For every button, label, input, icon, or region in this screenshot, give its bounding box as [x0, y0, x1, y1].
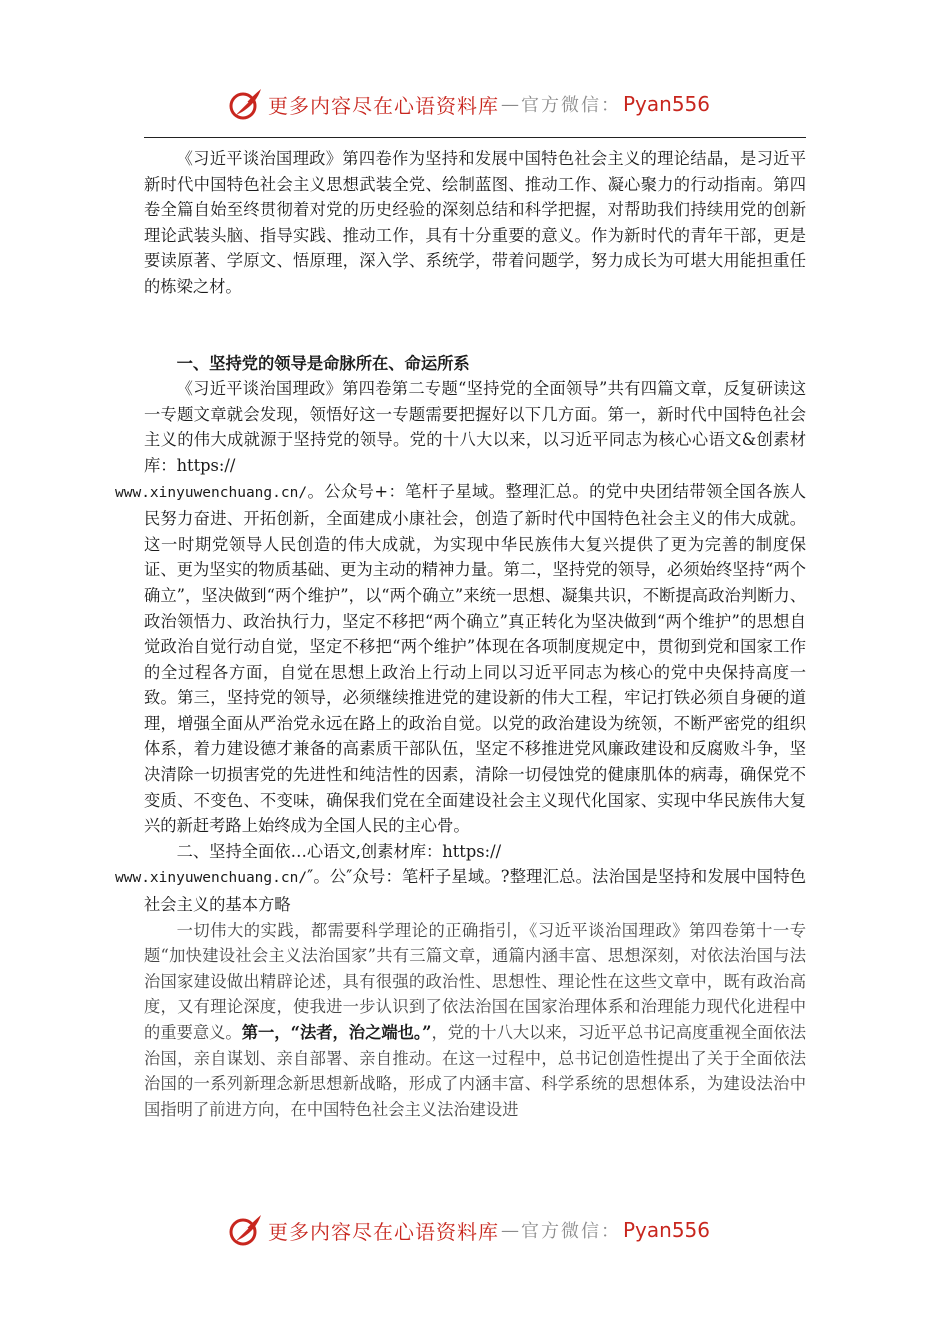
section-2-heading-b: ″。公″众号：笔杆子星域。?整理汇总。法治国是坚持和发展中国特色社会主义的基本方略 [144, 867, 806, 915]
footer-banner-title: 更多内容尽在心语资料库 [268, 1219, 499, 1244]
wechat-label: 官方微信： [521, 95, 621, 116]
footer-wechat-label: 官方微信： [521, 1221, 621, 1242]
paragraph-gap [144, 300, 806, 351]
section-2-paragraph [144, 918, 806, 1123]
footer-wechat-id: Pyan556 [623, 1218, 711, 1242]
section-1-url: www.xinyuwenchuang.cn/ [115, 484, 308, 501]
banner-separator: — [501, 93, 519, 115]
document-body [115, 146, 806, 1122]
section-2-heading [115, 839, 806, 918]
quill-pen-icon [228, 1212, 264, 1248]
footer-banner [228, 1210, 748, 1250]
section-1-text-a: 《习近平谈治国理政》第四卷第二专题“坚持党的全面领导”共有四篇文章，反复研读这一专题文章就会发现，领悟好这一专题需要把握好以下几方面。第一，新时代中国特色社会主义的伟大成就源于坚持党的领导。党的十八大以来，以习近平同志为核心心语文&创素材库：https:// [144, 379, 806, 475]
section-2-text-a: 一切伟大的实践，都需要科学理论的正确指引，《习近平谈治国理政》第四卷第十一专题“加快建设社会主义法治国家”共有三篇文章，通篇内涵丰富、思想深刻，对依法治国与法治国家建设做出精辟论述，具有很强的政治性、思想性、理论性在这些文章中，既有政治高度，又有理论深度，使我进一步认识到了依法治国在国家治理体系和治理能力现代化进程中的重要意义。 [144, 920, 806, 1042]
section-1-heading: 一、坚持党的领导是命脉所在、命运所系 [176, 353, 470, 373]
wechat-id: Pyan556 [623, 92, 711, 116]
footer-banner-separator: — [501, 1219, 519, 1241]
section-2-emphasis: 第一，“法者，治之端也。” [241, 1023, 432, 1042]
section-2-heading-a: 二、坚持全面依…心语文,创素材库：https:// [176, 841, 502, 861]
header-banner [228, 84, 748, 124]
section-2-text-b: ，党的十八大以来，习近平总书记高度重视全面依法治国，亲自谋划、亲自部署、亲自推动。在这一过程中，总书记创造性提出了关于全面依法治国的一系列新理念新思想新战略，形成了内涵丰富、科学系统的思想体系，为建设法治中国指明了前进方向，在中国特色社会主义法治建设进 [144, 1023, 806, 1119]
banner-title: 更多内容尽在心语资料库 [268, 93, 499, 118]
section-1-text-b: 。公众号+：笔杆子星域。整理汇总。的党中央团结带领全国各族人民努力奋进、开拓创新，全面建成小康社会，创造了新时代中国特色社会主义的伟大成就。这一时期党领导人民创造的伟大成就，为实现中华民族伟大复兴提供了更为完善的制度保证、更为坚实的物质基础、更为主动的精神力量。第二，坚持党的领导，必须始终坚持“两个确立”，坚决做到“两个维护”，以“两个确立”来统一思想、凝集共识，不断提高政治判断力、政治领悟力、政治执行力，坚定不移把“两个确立”真正转化为坚决做到“两个维护”的思想自觉政治自觉行动自觉，坚定不移把“两个维护”体现在各项制度规定中，贯彻到党和国家工作的全过程各方面，自觉在思想上政治上行动上同以习近平同志为核心的党中央保持高度一致。第三，坚持党的领导，必须继续推进党的建设新的伟大工程，牢记打铁必须自身硬的道理，增强全面从严治党永远在路上的政治自觉。以党的政治建设为统领，不断严密党的组织体系，着力建设德才兼备的高素质干部队伍，坚定不移推进党风廉政建设和反腐败斗争，坚决清除一切损害党的先进性和纯洁性的因素，清除一切侵蚀党的健康肌体的病毒，确保党不变质、不变色、不变味，确保我们党在全面建设社会主义现代化国家、实现中华民族伟大复兴的新赶考路上始终成为全国人民的主心骨。 [144, 481, 806, 836]
quill-pen-icon [228, 86, 264, 122]
section-2-url: www.xinyuwenchuang.cn/ [115, 870, 308, 887]
header-divider [144, 137, 806, 138]
section-1-paragraph [115, 376, 806, 839]
intro-paragraph: 《习近平谈治国理政》第四卷作为坚持和发展中国特色社会主义的理论结晶，是习近平新时代中国特色社会主义思想武装全党、绘制蓝图、推动工作、凝心聚力的行动指南。第四卷全篇自始至终贯彻着对党的历史经验的深刻总结和科学把握，对帮助我们持续用党的创新理论武装头脑、指导实践、推动工作，具有十分重要的意义。作为新时代的青年干部，更是要读原著、学原文、悟原理，深入学、系统学，带着问题学，努力成长为可堪大用能担重任的栋梁之材。 [144, 149, 806, 296]
